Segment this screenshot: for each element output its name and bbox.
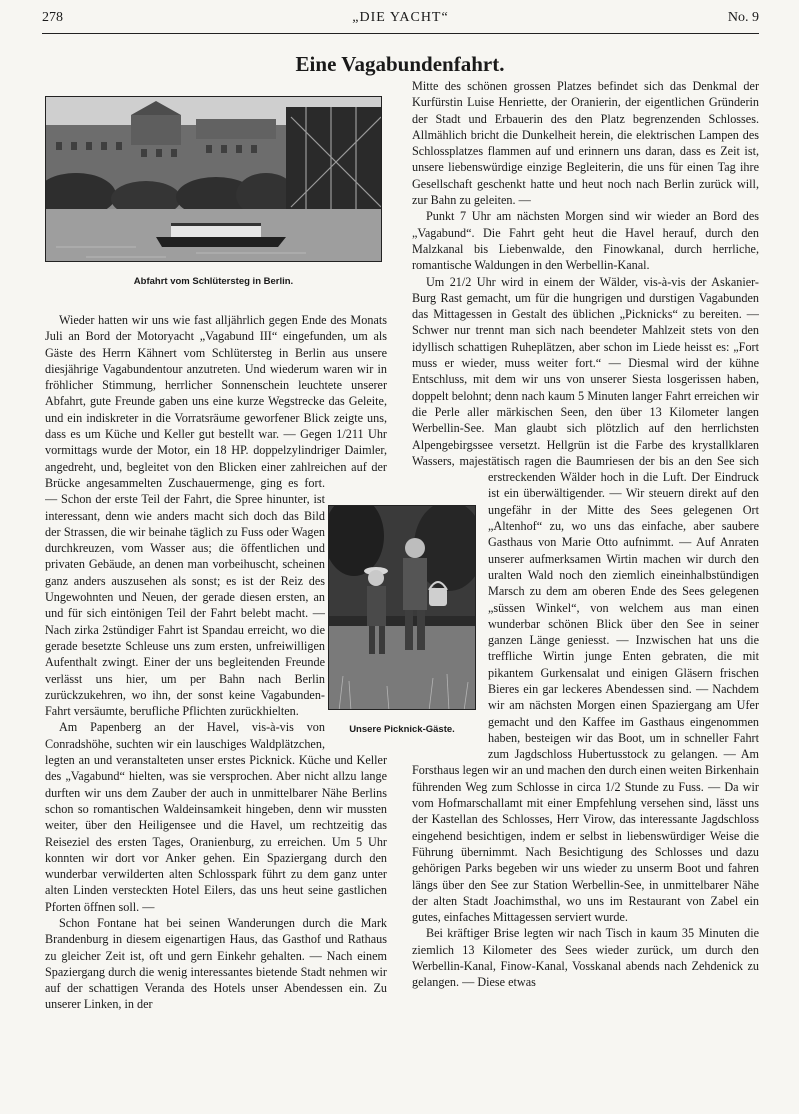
photo-wrap-spacer: [412, 474, 488, 750]
article-title: Eine Vagabundenfahrt.: [295, 52, 505, 76]
paragraph: Wieder hatten wir uns wie fast alljährlich gegen Ende des Monats Juli an Bord der Motoryacht „Vagabund III“ eingefunden, um als Gäste des Herrn Kähnert vom Schlütersteg in Berlin aus unsere diesjährige Vagabundentour anzutreten. Und wiederum waren wir in fröhlicher Stimmung, herrlicher Sonnenschein leuchtete unserer Abfahrt, gute Freunde gaben uns eine kurze Wegstrecke das Geleite, und ein indiskreter in die Vorratsräume geworfener Blick zeigte uns, dass es um Küche und Keller gut bestellt war. — Gegen 1/211 Uhr vormittags wurde der Motor, ein 18 HP. doppelzylindriger Daimler, angedreht, und, begleitet von den Blicken einer zahlreichen auf der Brücke angesammelten Zuschauermenge, ging es fort. — Schon der erste Teil der Fahrt, die Spree hinunter, ist interessant, denn wie anders macht sich doch das Bild der Strassen, die wir beinahe täglich zu Fuss oder Wagen durchkreuzen, vom Wasser aus; die öffentlichen und privaten Gebäude, an denen man vorbeihuscht, scheinen ganz anders auszusehen als sonst; es ist der Reiz des Ungewohnten und Neuen, der gerade diesen ersten, an und für sich eintönigen Teil der Fahrt belebt macht. — Nach zirka 2stündiger Fahrt ist Spandau erreicht, wo die gerade besetzte Schleuse uns zum ersten, unfreiwilligen Aufenthalt zwingt. Einer der uns begleitenden Freunde verlässt uns hier, um per Bahn nach Berlin zurückzukehren, wo ihn, der sonst keine Vagabunden-Fahrt versäumte, berufliche Pflichten zurückhielten.: [45, 313, 387, 719]
departure-photo: [45, 96, 382, 262]
issue-number: No. 9: [727, 10, 759, 25]
journal-title: „DIE YACHT“: [352, 10, 449, 25]
paragraph: Bei kräftiger Brise legten wir nach Tisch in kaum 35 Minuten die ziemlich 13 Kilometer des Sees wieder zurück, um durch den Werbellin-Kanal, Finow-Kanal, Vosskanal abends nach Zehdenick zu gelangen. — Diese etwas: [412, 926, 759, 990]
header-rule: [42, 33, 759, 34]
paragraph: Punkt 7 Uhr am nächsten Morgen sind wir wieder an Bord des „Vagabund“. Die Fahrt geht heut die Havel herauf, durch den Malzkanal bis Liebenwalde, den Finowkanal, durch herrliche, romantische Waldungen in den Werbellin-Kanal.: [412, 209, 759, 273]
right-column: [412, 78, 759, 1090]
figure-caption-picnic-guests: Unsere Picknick-Gäste.: [349, 724, 455, 735]
left-column: [45, 312, 387, 1090]
paragraph: Am Papenberg an der Havel, vis-à-vis von Conradshöhe, suchten wir ein lauschiges Waldplätzchen, legten an und veranstalteten unser erstes Picknick. Küche und Keller des „Vagabund“ hielten, was sie versprochen. Aber nicht allzu lange durften wir uns dem Zauber der auch in unmittelbarer Nähe Berlins schon so romantischen Waldeinsamkeit hingeben, denn wir mussten weiter, über den Heiligensee und die Havel, um rechtzeitig das Reiseziel des ersten Tages, Oranienburg, zu erreichen. Um 5 Uhr konnten wir dort vor Anker gehen. Ein Spaziergang durch den wunderbar verwilderten alten Schlosspark führt zu dem ganz unter alten Linden versteckten Hotel Eilers, das uns heut seine gastlichen Pforten öffnen soll. —: [45, 720, 387, 914]
page-number: 278: [42, 10, 63, 25]
paragraph: Um 21/2 Uhr wird in einem der Wälder, vis-à-vis der Askanier-Burg Rast gemacht, um für die hungrigen und durstigen Vagabunden das Mittagessen in Gestalt des üblichen „Picknicks“ zu bereiten. — Schwer nur trennt man sich nach beendeter Mahlzeit stets von den idyllisch schattigen Ruheplätzen, aber schon im Liede heisst es: „Fort muss er wieder, muss weiter fort.“ — Diesmal wird der kühne Entschluss, mit dem wir uns von unserer Siesta losgerissen haben, doppelt belohnt; denn nach kaum 5 Minuten langer Fahrt erreichen wir die Perle aller märkischen Seen, den über 13 Kilometer langen Werbellin-See. Man glaubt sich plötzlich auf den herrlichsten Alpengebirgssee versetzt. Hellgrün ist die Farbe des krystallklaren Wassers, majestätisch ragen die Baumriesen der bis an den See sich erstreckenden Wälder hoch in die Luft. Der Eindruck ist ein überwältigender. — Wir steuern direkt auf den ungefähr in der Mitte des Sees gelegenen Ort „Altenhof“ zu, wo uns das einfache, aber saubere Gasthaus von Marie Otto aufnimmt. — Auf Anraten unserer aufmerksamen Wirtin machen wir durch den uralten Wald noch den ziemlich eineinhalbstündigen Marsch zu dem am oberen Ende des Sees gelegenen „süssen Winkel“, von welchem aus man einen wunderbar schönen Blick über den See in seiner ganzen Länge geniesst. — Inzwischen hat uns die treffliche Wirtin junge Enten gebraten, die mit pikantem Gurkensalat und einigen Gläsern frischen Bieres ein gar leckeres Abendessen sind. — Nachdem wir am nächsten Morgen einen Spaziergang am Ufer gemacht und den Kaffee im Gasthaus eingenommen haben, besteigen wir das Boot, um in schneller Fahrt zum Jagdschloss Hubertusstock zu gelangen. — Am Forsthaus legen wir an und machen den durch einen weiten Birkenhain führenden Weg zum Schlosse in circa 1/2 Stunde zu Fuss. — Da wir vom Hofmarschallamt mit einer Empfehlung versehen sind, lässt uns der Kastellan des Schlosses, Herr Virow, das interessante Jagdschloss eingehend besichtigen, indem er selbst in liebenswürdiger Weise die Führung übernimmt. Nach Besichtigung des Schlosses und dazu gehörigen Parks begeben wir uns wieder zu unserm Boot und fahren längs über den See zur Station Werbellin-See, in unmittelbarer Nähe der alten Stadt Joachimsthal, wo uns im Restaurant von Zabel ein gutes, einfaches Mittagessen serviert wurde.: [412, 274, 759, 925]
paragraph: Mitte des schönen grossen Platzes befindet sich das Denkmal der Kurfürstin Luise Henriette, der Oranierin, der eigentlichen Gründerin der Stadt und Erbauerin des den Platz begrenzenden Schlosses. Allmählich bricht die Dunkelheit herein, die elektrischen Lampen des Schlossplatzes flammen auf und erinnern uns daran, dass es Zeit ist, unsere liebenswürdige einzige Begleiterin, die uns für einen Tag ihre Gesellschaft geschenkt hatte und heut noch nach Berlin zurück will, zur Bahn zu geleiten. —: [412, 79, 759, 208]
paragraph: Schon Fontane hat bei seinen Wanderungen durch die Mark Brandenburg in diesem eigenartigen Haus, das Gasthof und Rathaus zu gleicher Zeit ist, oft und gern Einkehr gehalten. — Nach einem Spaziergang durch die wenig interessantes bietende Stadt nehmen wir auf der schattigen Veranda des Hotels unser Abendessen ein. Zu unserer Linken, in der: [45, 915, 387, 1012]
figure-caption-departure: Abfahrt vom Schlütersteg in Berlin.: [133, 276, 294, 287]
photo-wrap-spacer: [325, 484, 387, 752]
page-header: [42, 10, 759, 32]
